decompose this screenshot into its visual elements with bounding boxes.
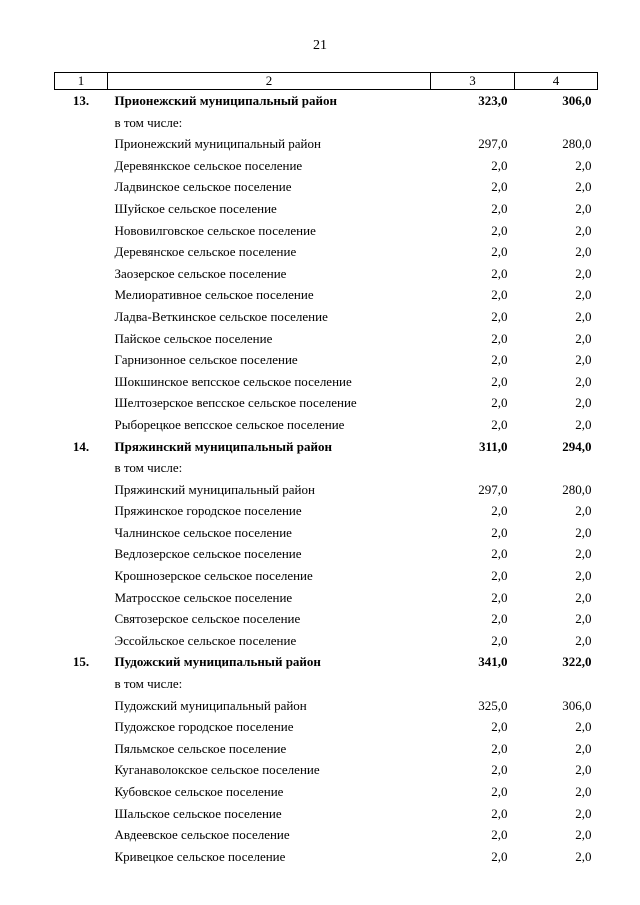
value-col-4: 322,0 [562,654,592,670]
row-number [55,328,108,350]
row-name: Пудожское городское поселение [114,719,294,735]
table-row [55,133,598,155]
value-col-4: 306,0 [562,93,592,108]
row-number [55,457,108,479]
table-row [55,738,598,760]
row-name: Авдеевское сельское поселение [114,827,290,843]
value-col-4: 2,0 [575,179,592,195]
row-number [55,392,108,414]
row-name: Куганаволокское сельское поселение [114,762,320,778]
value-col-3: 2,0 [491,805,508,821]
value-col-4: 2,0 [575,352,592,368]
table-row [55,824,598,846]
row-number [55,220,108,242]
value-col-3 [431,457,515,479]
value-col-3: 2,0 [491,546,508,562]
row-number [55,716,108,738]
column-header-4: 4 [515,73,598,90]
table-row [55,220,598,242]
value-col-4: 2,0 [575,827,592,843]
table-row [55,198,598,220]
table-row [55,414,598,436]
table-row [55,457,598,479]
value-col-4: 2,0 [575,200,592,216]
row-number [55,263,108,285]
row-name: Прионежский муниципальный район [114,136,321,152]
row-number [55,608,108,630]
row-name: Ладвинское сельское поселение [114,179,292,195]
row-number: 14. [72,438,90,454]
table-body [55,90,598,868]
row-number [55,155,108,177]
value-col-3: 2,0 [491,827,508,843]
row-number [55,695,108,717]
table-row [55,371,598,393]
row-name: Матросское сельское поселение [114,589,293,605]
table-row [55,241,598,263]
row-name: в том числе: [114,460,183,476]
row-name: Ладва-Веткинское сельское поселение [114,308,328,324]
row-name: Ведлозерское сельское поселение [114,546,302,562]
table-row [55,479,598,501]
value-col-4: 2,0 [575,157,592,173]
value-col-3: 2,0 [491,244,508,260]
row-name: Шальское сельское поселение [114,805,282,821]
value-col-4: 2,0 [575,805,592,821]
value-col-3: 2,0 [491,719,508,735]
table-row [55,284,598,306]
column-header-1: 1 [55,73,108,90]
row-number [55,306,108,328]
value-col-4: 2,0 [575,740,592,756]
value-col-3: 2,0 [491,632,508,648]
value-col-3: 2,0 [491,524,508,540]
value-col-4: 2,0 [575,762,592,778]
value-col-4: 2,0 [575,632,592,648]
row-name: Шокшинское вепсское сельское поселение [114,373,352,389]
row-name: Пряжинское городское поселение [114,503,302,519]
value-col-3: 323,0 [478,93,508,108]
row-number [55,630,108,652]
row-name: Пряжинский муниципальный район [114,438,332,454]
value-col-4: 2,0 [575,373,592,389]
value-col-3 [431,673,515,695]
value-col-3: 341,0 [478,654,508,670]
row-number [55,846,108,868]
table-row [55,522,598,544]
row-name: Пудожский муниципальный район [114,697,307,713]
value-col-4: 2,0 [575,265,592,281]
table-header-row [55,73,598,90]
row-name: Святозерское сельское поселение [114,611,301,627]
value-col-3: 325,0 [478,697,508,713]
row-number [55,176,108,198]
value-col-3: 2,0 [491,395,508,411]
value-col-3: 2,0 [491,589,508,605]
table-row [55,328,598,350]
value-col-4 [515,457,598,479]
row-number [55,673,108,695]
row-name: Кривецкое сельское поселение [114,848,286,864]
value-col-3: 297,0 [478,481,508,497]
row-number [55,543,108,565]
row-number [55,371,108,393]
value-col-3: 2,0 [491,848,508,864]
value-col-4: 2,0 [575,222,592,238]
row-name: Кубовское сельское поселение [114,784,284,799]
row-name: Шуйское сельское поселение [114,200,277,216]
value-col-3: 2,0 [491,265,508,281]
row-name: Прионежский муниципальный район [114,93,337,108]
value-col-4: 2,0 [575,568,592,584]
value-col-3: 2,0 [491,308,508,324]
table-row [55,263,598,285]
allocation-table [54,72,598,867]
value-col-4: 2,0 [575,848,592,864]
page-number: 21 [313,38,327,53]
value-col-3: 2,0 [491,784,508,799]
row-name: Пяльмское сельское поселение [114,740,287,756]
row-name: Пряжинский муниципальный район [114,481,315,497]
value-col-4 [515,112,598,134]
value-col-4: 2,0 [575,524,592,540]
row-name: в том числе: [114,114,183,130]
value-col-3: 2,0 [491,330,508,346]
table-row [55,759,598,781]
table-row [55,716,598,738]
table-row [55,803,598,825]
row-name: Пайское сельское поселение [114,330,273,346]
value-col-3: 2,0 [491,762,508,778]
row-number [55,565,108,587]
value-col-4: 294,0 [562,438,592,454]
row-number [55,198,108,220]
value-col-4: 2,0 [575,287,592,303]
value-col-4: 2,0 [575,611,592,627]
row-name: Деревянское сельское поселение [114,244,297,260]
table-row [55,587,598,609]
row-number [55,479,108,501]
table-row [55,673,598,695]
row-number [55,133,108,155]
value-col-4 [515,673,598,695]
value-col-3: 2,0 [491,568,508,584]
table-row [55,781,598,803]
table-row [55,306,598,328]
table-row [55,608,598,630]
value-col-3: 2,0 [491,287,508,303]
value-col-4: 2,0 [575,546,592,562]
row-number [55,500,108,522]
row-number [55,587,108,609]
table-row [55,695,598,717]
row-number: 13. [72,93,90,108]
district-total-row [55,651,598,673]
row-number [55,414,108,436]
row-number [55,738,108,760]
table-row [55,500,598,522]
value-col-3 [431,112,515,134]
row-number: 15. [72,654,90,670]
value-col-3: 2,0 [491,352,508,368]
value-col-4: 280,0 [562,481,592,497]
row-name: Пудожский муниципальный район [114,654,321,670]
value-col-4: 2,0 [575,416,592,432]
value-col-4: 306,0 [562,697,592,713]
column-header-3: 3 [431,73,515,90]
table-row [55,155,598,177]
row-number [55,522,108,544]
row-number [55,349,108,371]
row-number [55,824,108,846]
row-name: Чалнинское сельское поселение [114,524,292,540]
table-row [55,543,598,565]
value-col-4: 2,0 [575,589,592,605]
district-total-row [55,90,598,112]
value-col-3: 2,0 [491,222,508,238]
table-row [55,392,598,414]
value-col-4: 2,0 [575,308,592,324]
district-total-row [55,436,598,458]
value-col-4: 2,0 [575,719,592,735]
row-name: Деревянкское сельское поселение [114,157,303,173]
row-name: Заозерское сельское поселение [114,265,287,281]
row-number [55,241,108,263]
row-name: в том числе: [114,676,183,692]
table-row [55,846,598,868]
value-col-3: 2,0 [491,611,508,627]
value-col-3: 2,0 [491,179,508,195]
value-col-3: 2,0 [491,503,508,519]
value-col-3: 2,0 [491,740,508,756]
value-col-4: 2,0 [575,503,592,519]
row-name: Эссойльское сельское поселение [114,632,297,648]
value-col-4: 2,0 [575,330,592,346]
row-name: Рыборецкое вепсское сельское поселение [114,416,345,432]
value-col-3: 2,0 [491,157,508,173]
row-name: Крошнозерское сельское поселение [114,568,313,584]
value-col-4: 2,0 [575,395,592,411]
value-col-4: 2,0 [575,784,592,799]
value-col-3: 311,0 [478,438,508,454]
value-col-3: 2,0 [491,200,508,216]
value-col-4: 2,0 [575,244,592,260]
value-col-3: 2,0 [491,373,508,389]
row-name: Гарнизонное сельское поселение [114,352,298,368]
row-name: Нововилговское сельское поселение [114,222,316,238]
row-number [55,284,108,306]
column-header-2: 2 [108,73,431,90]
value-col-3: 2,0 [491,416,508,432]
value-col-3: 297,0 [478,136,508,152]
row-number [55,803,108,825]
row-number [55,781,108,803]
table-row [55,176,598,198]
value-col-4: 280,0 [562,136,592,152]
row-name: Шелтозерское вепсское сельское поселение [114,395,357,411]
table-row [55,630,598,652]
table-row [55,112,598,134]
row-number [55,759,108,781]
row-name: Мелиоративное сельское поселение [114,287,314,303]
table-row [55,349,598,371]
table-row [55,565,598,587]
row-number [55,112,108,134]
